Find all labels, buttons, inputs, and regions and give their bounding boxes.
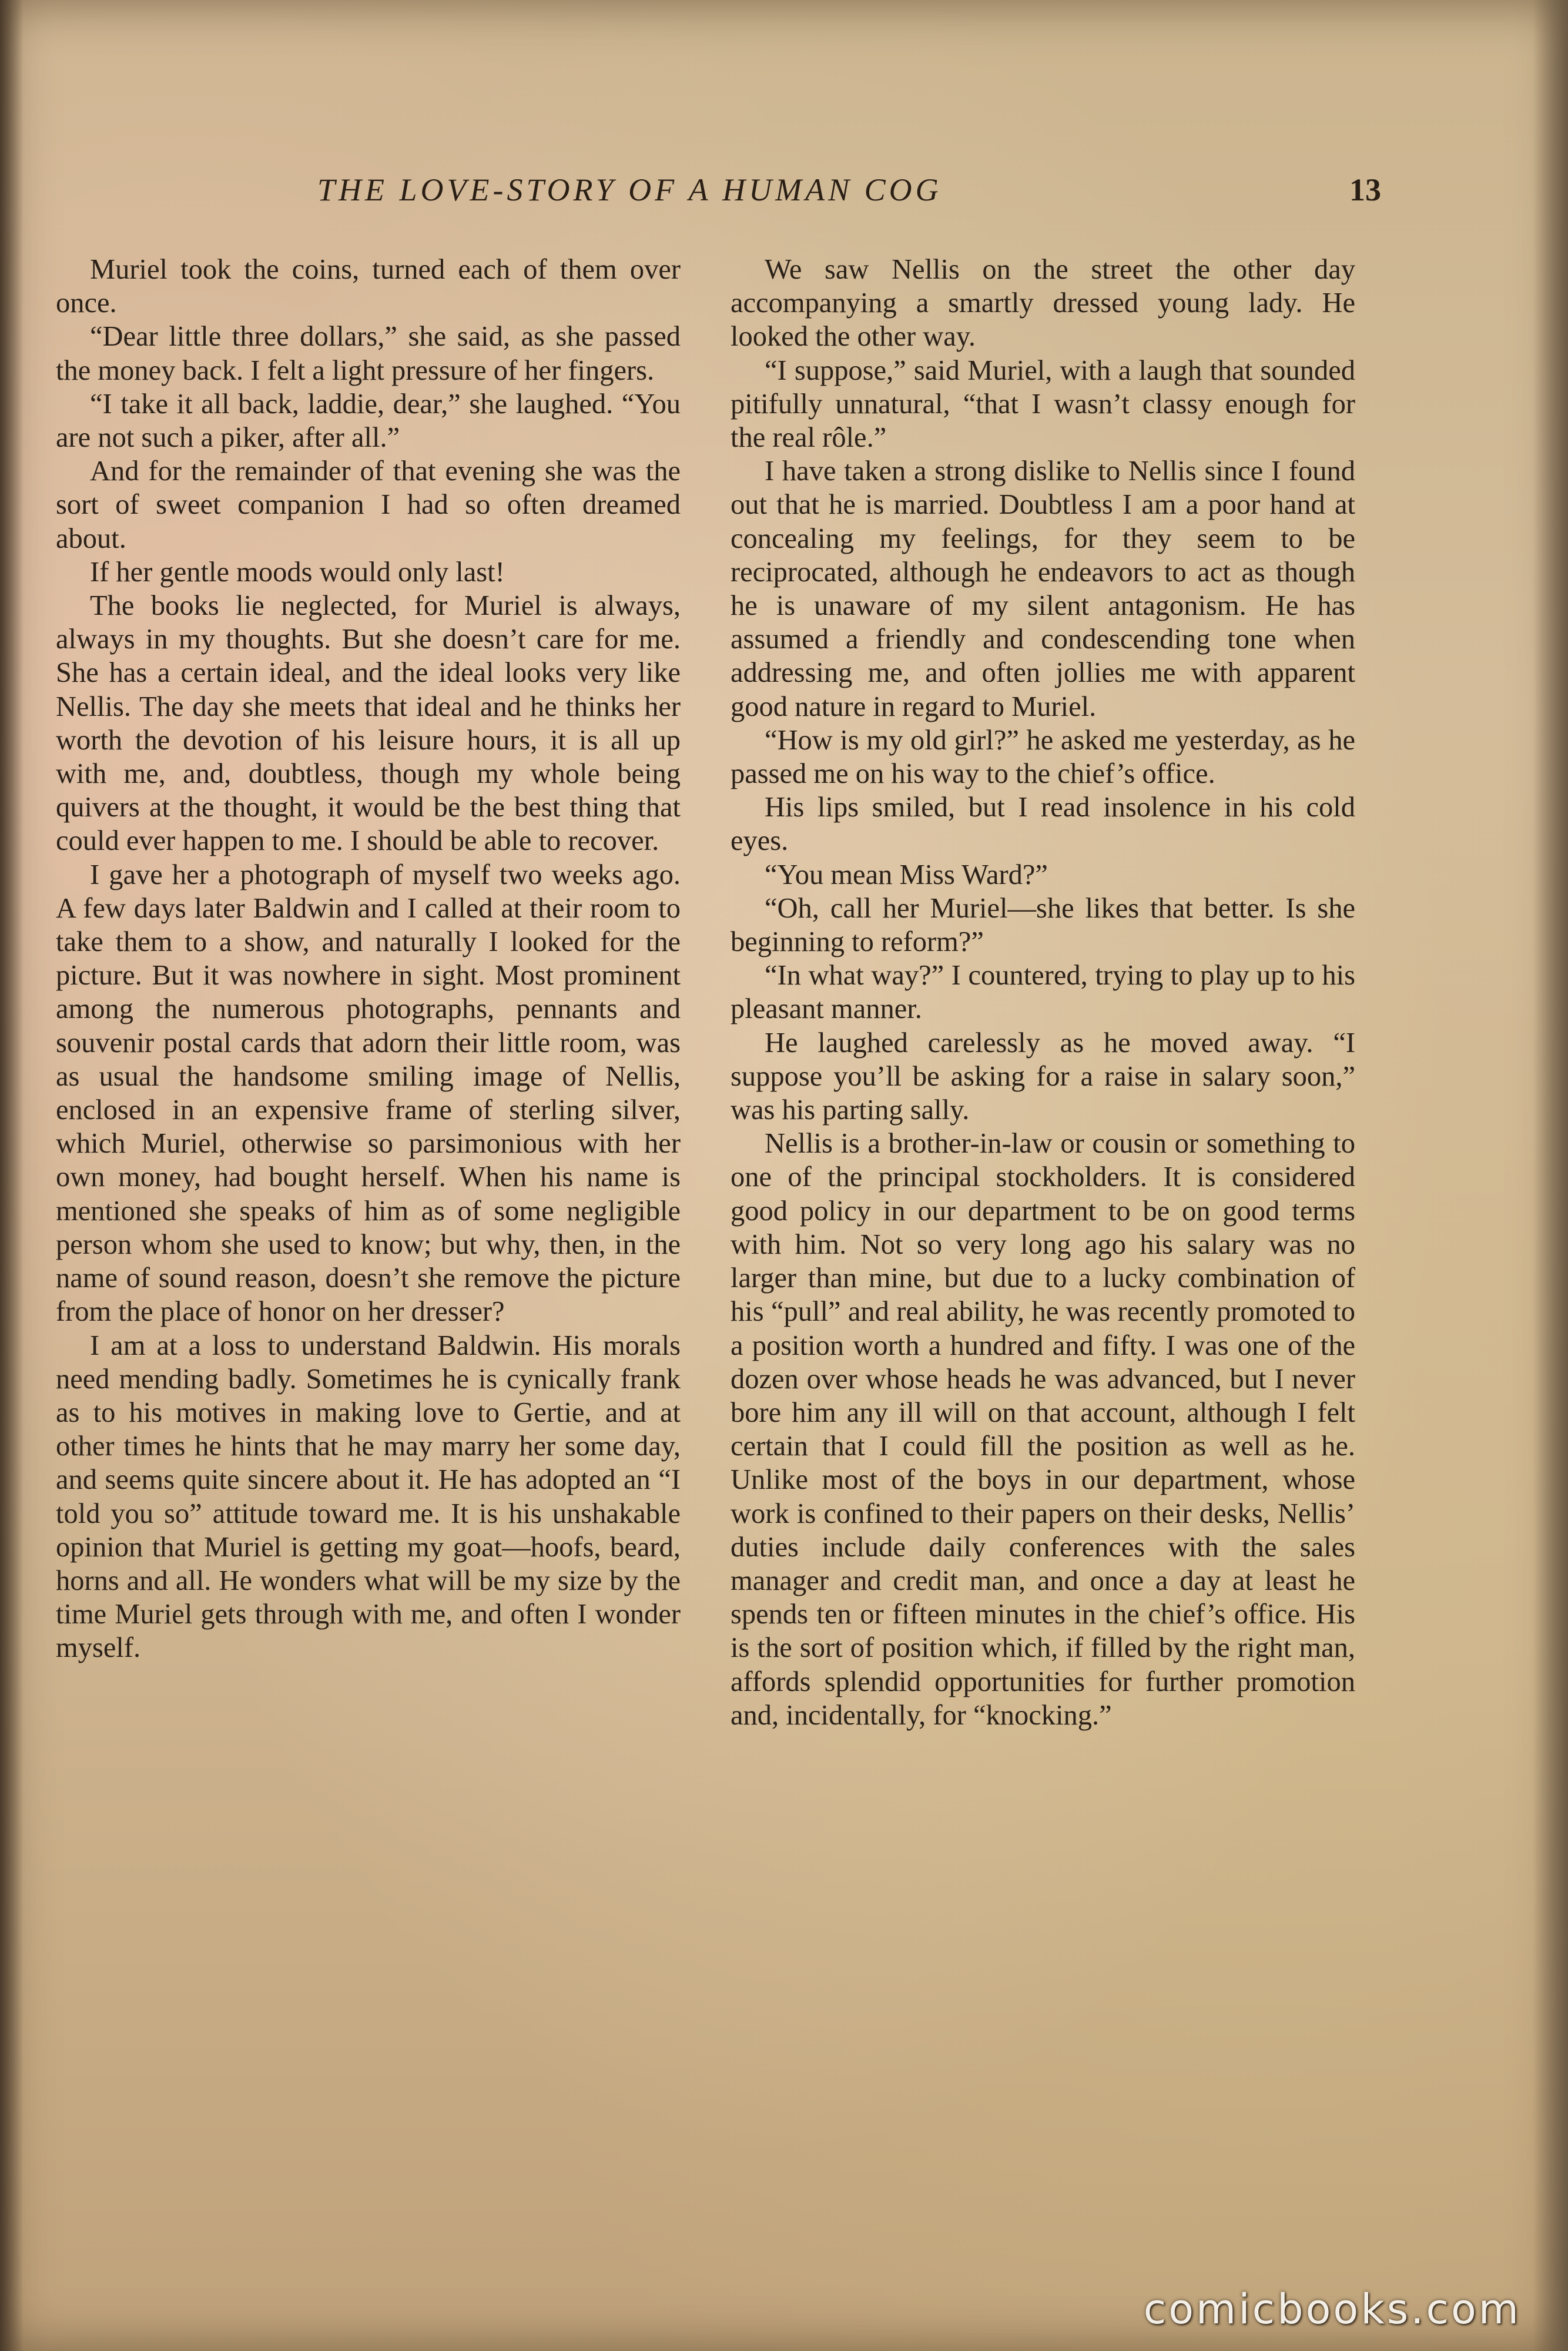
paragraph: “I take it all back, laddie, dear,” she laughed. “You are not such a piker, after all.” <box>56 388 681 454</box>
left-text-column <box>56 253 681 1665</box>
paragraph: We saw Nellis on the street the other day accompanying a smartly dressed young lady. He looked the other way. <box>731 254 1355 353</box>
paragraph: Muriel took the coins, turned each of them over once. <box>56 254 681 319</box>
paragraph: I am at a loss to understand Baldwin. His morals need mending badly. Sometimes he is cynically frank as to his motives in making love to Gertie, and at other times he hints that he may marry her some day, and seems quite sincere about it. He has adopted an “I told you so” attitude toward me. It is his unshakable opinion that Muriel is getting my goat—hoofs, beard, horns and all. He wonders what will be my size by the time Muriel gets through with me, and often I wonder myself. <box>56 1329 681 1664</box>
paragraph: And for the remainder of that evening she was the sort of sweet companion I had so often dreamed about. <box>56 456 681 554</box>
paragraph: Nellis is a brother-in-law or cousin or something to one of the principal stockholders. It is considered good policy in our department to be on good terms with him. Not so very long ago his salary was no larger than mine, but due to a lucky combination of his “pull” and real ability, he was recently promoted to a position worth a hundred and fifty. I was one of the dozen over whose heads he was advanced, but I never bore him any ill will on that account, although I felt certain that I could fill the position as well as he. Unlike most of the boys in our department, whose work is confined to their papers on their desks, Nellis’ duties include daily conferences with the sales manager and credit man, and once a day at least he spends ten or fifteen minutes in the chief’s office. His is the sort of position which, if filled by the right man, affords splendid opportunities for further promotion and, incidentally, for “knocking.” <box>731 1128 1355 1731</box>
paragraph: The books lie neglected, for Muriel is always, always in my thoughts. But she doesn’t care for me. She has a certain ideal, and the ideal looks very like Nellis. The day she meets that ideal and he thinks her worth the devotion of his leisure hours, it is all up with me, and, doubtless, though my whole being quivers at the thought, it would be the best thing that could ever happen to me. I should be able to recover. <box>56 590 681 857</box>
paragraph: “I suppose,” said Muriel, with a laugh that sounded pitifully unnatural, “that I wasn’t classy enough for the real rôle.” <box>731 354 1355 454</box>
paragraph: “In what way?” I countered, trying to play up to his pleasant manner. <box>731 960 1355 1025</box>
paragraph: He laughed carelessly as he moved away. “I suppose you’ll be asking for a raise in salary soon,” was his parting sally. <box>731 1027 1355 1126</box>
site-watermark: comicbooks.com <box>1143 2285 1521 2333</box>
page-header <box>176 172 1381 219</box>
paragraph: “Dear little three dollars,” she said, as she passed the money back. I felt a light pressure of her fingers. <box>56 321 681 386</box>
paragraph: “Oh, call her Muriel—she likes that better. Is she beginning to reform?” <box>731 892 1355 958</box>
paragraph: His lips smiled, but I read insolence in his cold eyes. <box>731 792 1355 857</box>
paragraph: If her gentle moods would only last! <box>90 556 505 588</box>
paragraph: “How is my old girl?” he asked me yesterday, as he passed me on his way to the chief’s office. <box>731 724 1355 790</box>
running-title: THE LOVE-STORY OF A HUMAN COG <box>317 172 942 207</box>
right-text-column <box>731 253 1355 1732</box>
paragraph: I gave her a photograph of myself two weeks ago. A few days later Baldwin and I called at their room to take them to a show, and naturally I looked for the picture. But it was nowhere in sight. Most prominent among the numerous photographs, pennants and souvenir postal cards that adorn their little room, was as usual the handsome smiling image of Nellis, enclosed in an expensive frame of sterling silver, which Muriel, otherwise so parsimonious with her own money, had bought herself. When his name is mentioned she speaks of him as of some negligible person whom she used to know; but why, then, in the name of sound reason, doesn’t she remove the picture from the place of honor on her dresser? <box>56 859 681 1328</box>
page-number: 13 <box>1349 172 1381 207</box>
paragraph: I have taken a strong dislike to Nellis since I found out that he is married. Doubtless I am a poor hand at concealing my feelings, for they seem to be reciprocated, although he endeavors to act as though he is unaware of my silent antagonism. He has assumed a friendly and condescending tone when addressing me, and often jollies me with apparent good nature in regard to Muriel. <box>731 456 1355 722</box>
page-edge-shadow-right <box>1533 0 1568 2351</box>
page-edge-shadow-left <box>0 0 24 2351</box>
paragraph: “You mean Miss Ward?” <box>765 859 1048 890</box>
